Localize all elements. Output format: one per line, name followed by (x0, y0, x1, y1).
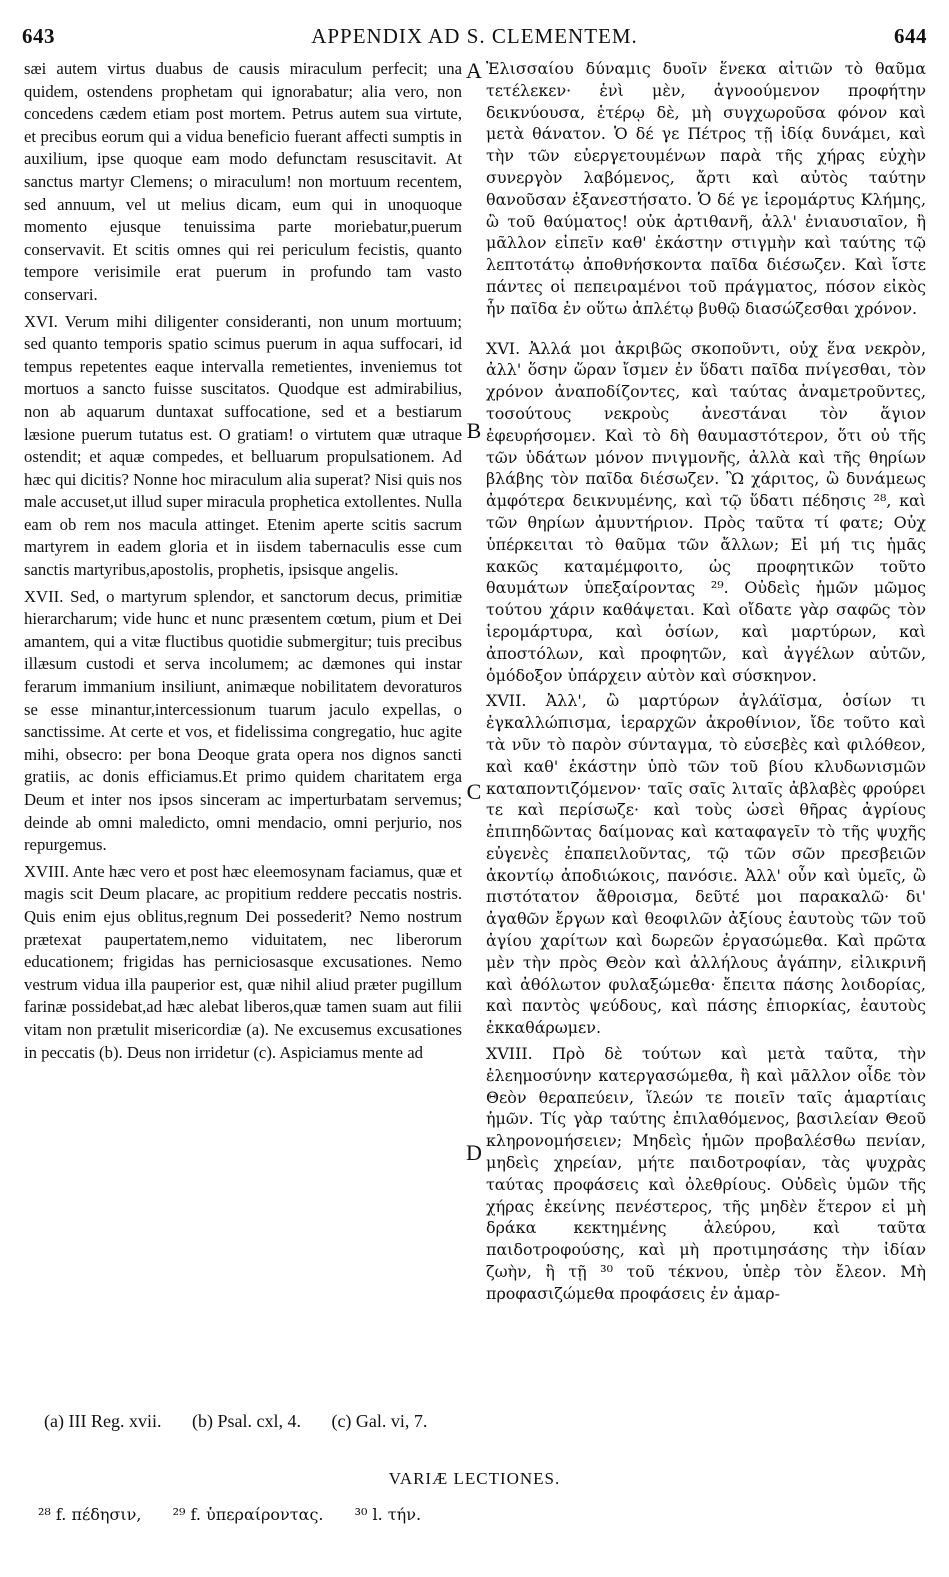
margin-marker-d: D (466, 1140, 482, 1165)
greek-paragraph-intro: Ἐλισσαίου δύναμις δυοῖν ἕνεκα αἰτιῶν τὸ θαῦμα τετέλεκεν· ἑνὶ μὲν, ἀγνοούμενον προφήτην δεικνύουσα, ἑτέρῳ δὲ, μὴ συγχωροῦσα φόνον καὶ μετὰ θάνατον. Ὁ δέ γε Πέτρος τῇ ἰδίᾳ δυνάμει, καὶ τὴν τῶν εὐεργετουμένων παρὰ τῆς χήρας εὐχὴν συνεργὸν λαβόμενος, ἄρτι καὶ αὐτὸς ταύτην θανοῦσαν ἐξανεστήσατο. Ὁ δέ γε ἱερομάρτυς Κλήμης, ὢ τοῦ θαύματος! οὐκ ἀρτιθανῆ, ἀλλ' ἐνιαυσιαῖον, ἢ μᾶλλον εἰπεῖν καθ' ἑκάστην στιγμὴν καὶ ταύτης τῷ λεπτοτάτῳ ἀποθνήσκοντα παῖδα διέσωζεν. Καὶ ἴστε πάντες οἱ πεπειραμένοι τοῦ πράγματος, πόσον εἰκὸς ἦν παῖδα ἐν οὕτω ἀπλέτῳ βυθῷ διασώζεσθαι χρόνον. (486, 59, 926, 318)
running-title: APPENDIX AD S. CLEMENTEM. (311, 24, 638, 48)
greek-paragraph-xviii: XVIII. Πρὸ δὲ τούτων καὶ μετὰ ταῦτα, τὴν ἐλεημοσύνην κατεργασώμεθα, ἢ καὶ μᾶλλον οἶδε τὸν Θεὸν θεραπεύειν, ἵλεών τε ποιεῖν ταῖς ἁμαρτίαις ἡμῶν. Τίς γὰρ ταύτης ἐπιλαθόμενος, βασιλείαν Θεοῦ κληρονομήσειεν; Μηδεὶς ἡμῶν προβαλέσθω πενίαν, μηδεὶς χηρείαν, μήτε παιδοτροφίαν, τὰς ψυχρὰς ταύτας προφάσεις καὶ ὀλεθρίους. Οὐδεὶς ὑμῶν τῆς χήρας ἐκείνης πενέστερος, τῆς μηδὲν ἕτερον εἰ μὴ δράκα κεκτημένης ἀλεύρου, καὶ ταῦτα παιδοτροφούσης, καὶ μὴ προτιμησάσης τὴν ἰδίαν ζωὴν, ἢ τῇ ³⁰ τοῦ τέκνου, ὑπὲρ τὸν ἔλεον. Μὴ προφασιζώμεθα προφάσεις ἐν ἁμαρ- (486, 1044, 926, 1303)
latin-paragraph-xviii: XVIII. Ante hæc vero et post hæc eleemosynam faciamus, quæ et magis scit Deum placare, ac propitium reddere peccatis nostris. Quis enim ejus oblitus,regnum Dei possederit? Nemo nostrum prætexat paupertatem,nemo viduitatem, nec liberorum educationem; frigidas has perniciosasque excusationes. Nemo vestrum vidua illa pauperior est, quæ nihil aliud præter pugillum farinæ possidebat,ad hæc alebat liberos,quæ tamen suam aut filii vitam non prætulit misericordiæ (a). Ne excusemus excusationes in peccatis (b). Deus non irridetur (c). Aspiciamus mente ad (24, 861, 462, 1062)
variant-28: ²⁸ f. πέδησιν, (38, 1505, 142, 1524)
footnotes (44, 1411, 453, 1432)
variant-30: ³⁰ l. τήν. (354, 1505, 422, 1524)
footnote-b: (b) Psal. cxl, 4. (191, 1411, 301, 1431)
greek-column (486, 58, 926, 1305)
latin-paragraph-xvii: XVII. Sed, o martyrum splendor, et sanctorum decus, primitiæ hierarcharum; vide hunc et nunc præsentem cœtum, pium et Dei amantem, qui a vitæ fluctibus quotidie submergitur; tuis precibus illæsum custodi et serva incolumem; ac dæmones qui instar ferarum immanium insiliunt, animæque nobilitatem devoraturos se esse minantur,intercessionum tuarum jaculo expellas, o sanctissime. At certe et vos, et fidelissima congregatio, huc agite mihi, obsecro: per bona Deoque grata opera nos dignos sancti gratiis, ac donis efficiamus.Et primo quidem charitatem erga Deum et inter nos ipsos sinceram ac imperturbatam servemus; deinde ab omni maledicto, omni mendacio, omni perjurio, nos repurgemus. (24, 586, 462, 855)
margin-marker-a: A (466, 58, 482, 83)
variae-lectiones-title: VARIÆ LECTIONES. (388, 1469, 561, 1488)
greek-paragraph-xvii: XVII. Ἀλλ', ὢ μαρτύρων ἀγλάϊσμα, ὁσίων τι ἐγκαλλώπισμα, ἱεραρχῶν ἀκροθίνιον, ἴδε τοῦτο καὶ τὰ νῦν τὸ παρὸν σύνταγμα, τὸ εὐσεβὲς καὶ φιλόθεον, καὶ καθ' ἑκάστην ὑπὸ τῶν τοῦ βίου κλυδωνισμῶν καταποντιζόμενον· ταῖς σαῖς λιταῖς ἀβλαβὲς φρούρει τε καὶ περίσωζε· καὶ τοὺς ὡσεὶ θῆρας ἀγρίους ἐπιπηδῶντας δαίμονας καὶ καταφαγεῖν τὸ τῆς ψυχῆς εὐγενὲς ἐπαπειλοῦντας, τῷ τῶν σῶν πρεσβειῶν ἀκοντίῳ ἀποδιώκοις, πανόσιε. Ἀλλ' οὖν καὶ ὑμεῖς, ὢ πιστότατον ἄθροισμα, δεῦτέ μοι παρακαλῶ· δι' ἀγαθῶν ἔργων καὶ θεοφιλῶν ἀξίους ἑαυτοὺς τῶν τοῦ ἁγίου χαρίτων καὶ δωρεῶν ἐργασώμεθα. Καὶ πρῶτα μὲν τὴν πρὸς Θεὸν καὶ ἀλλήλους ἀγάπην, εἰλικρινῆ καὶ ἀθόλωτον φυλαξώμεθα· ἔπειτα πάσης λοιδορίας, καὶ παντὸς ψεύδους, καὶ πάσης ἐπιορκίας, ἑαυτοὺς ἐκκαθάρωμεν. (486, 691, 926, 1038)
page-number-right: 644 (894, 24, 927, 48)
variae-lectiones-list (38, 1505, 447, 1524)
latin-paragraph-xvi: XVI. Verum mihi diligenter consideranti, non unum mortuum; sed quanto temporis spatio scimus puerum in aqua suffocari, id tempus repetentes eaque intervalla remetientes, inveniemus tot mortuos a sancto fuisse suscitatos. Quodque est admirabilius, non ab aquarum duntaxat suffocatione, sed et a bestiarum læsione puerum tutatus est. O gratiam! o virtutem quæ utraque ostendit; et aquæ compedes, et belluarum propulsationem. Ad hæc qui dicitis? Nonne hoc miraculum alia superat? Nisi quis nos male accuset,ut illud super miracula prophetica extollentes. Nulla eam ob rem nos macula attinget. Etenim aperte scitis sacrum martyrem in eadem gloria et in iisdem tabernaculis esse cum sanctis martyribus,apostolis, prophetis, ipsisque angelis. (24, 311, 462, 580)
page-number-left: 643 (22, 24, 55, 48)
latin-column (24, 58, 462, 1064)
footnote-c: (c) Gal. vi, 7. (331, 1411, 428, 1431)
margin-marker-b: B (466, 418, 482, 443)
footnote-a: (a) III Reg. xvii. (44, 1411, 162, 1431)
variant-29: ²⁹ f. ὑπεραίροντας. (172, 1505, 324, 1524)
greek-paragraph-xvi: XVI. Ἀλλά μοι ἀκριβῶς σκοποῦντι, οὐχ ἕνα νεκρὸν, ἀλλ' ὅσην ὥραν ἴσμεν ἐν ὕδατι παῖδα πνίγεσθαι, τὸν χρόνον ἀναποδίζοντες, καὶ ταύτας ἀναμετροῦντες, τοσούτους νεκροὺς ἀνεστάναι τὸν ἅγιον ἐφευρήσομεν. Καὶ τὸ δὴ θαυμαστότερον, ὅτι οὐ τῆς τῶν ὑδάτων μόνον πνιγμονῆς, ἀλλὰ καὶ τῆς θηρίων βλάβης τὸν παῖδα διέσωζεν. Ὢ χάριτος, ὢ δυνάμεως ἀμφότερα δεικνυμένης, καὶ τῷ ὕδατι πέδησις ²⁸, καὶ τῶν θηρίων ἀμυντήριον. Πρὸς ταῦτα τί φατε; Οὐχ ὑπέρκειται τὸ θαῦμα τῶν ἄλλων; Εἰ μή τις ἡμᾶς κακῶς καταμέμφοιτο, ὡς προφητικῶν τοῦτο θαυμάτων ὑπεξαίροντας ²⁹. Οὐδεὶς ἡμῶν μῶμος τούτου χάριν καθάψεται. Καὶ οἴδατε γὰρ σαφῶς τὸν ἱερομάρτυρα, καὶ ὁσίων, καὶ μαρτύρων, καὶ ἀποστόλων, καὶ προφητῶν, καὶ ἀγγέλων αὐτῶν, ὁμόδοξον ὑπάρχειν αὐτὸν καὶ σύσκηνον. (486, 338, 926, 685)
margin-marker-c: C (466, 779, 482, 804)
latin-paragraph-intro: sæi autem virtus duabus de causis miraculum perfecit; una quidem, ostendens prophetam qui ignorabatur; alia vero, non concedens cædem etiam post mortem. Petrus autem sua virtute, et precibus eorum qui a vidua beneficio fuerant affecti sumptis in auxilium, ipse quoque eam modo defunctam resuscitavit. At sanctus martyr Clemens; o miraculum! non mortuum recentem, sed annuum, vel ut melius dicam, eum qui in unoquoque momento ejusque tenuissima parte moriebatur,puerum conservavit. Et scitis omnes qui rei periculum fecistis, quanto tempore verisimile erat puerum in profundo tam vasto conservari. (24, 59, 462, 304)
page-header (22, 18, 927, 58)
